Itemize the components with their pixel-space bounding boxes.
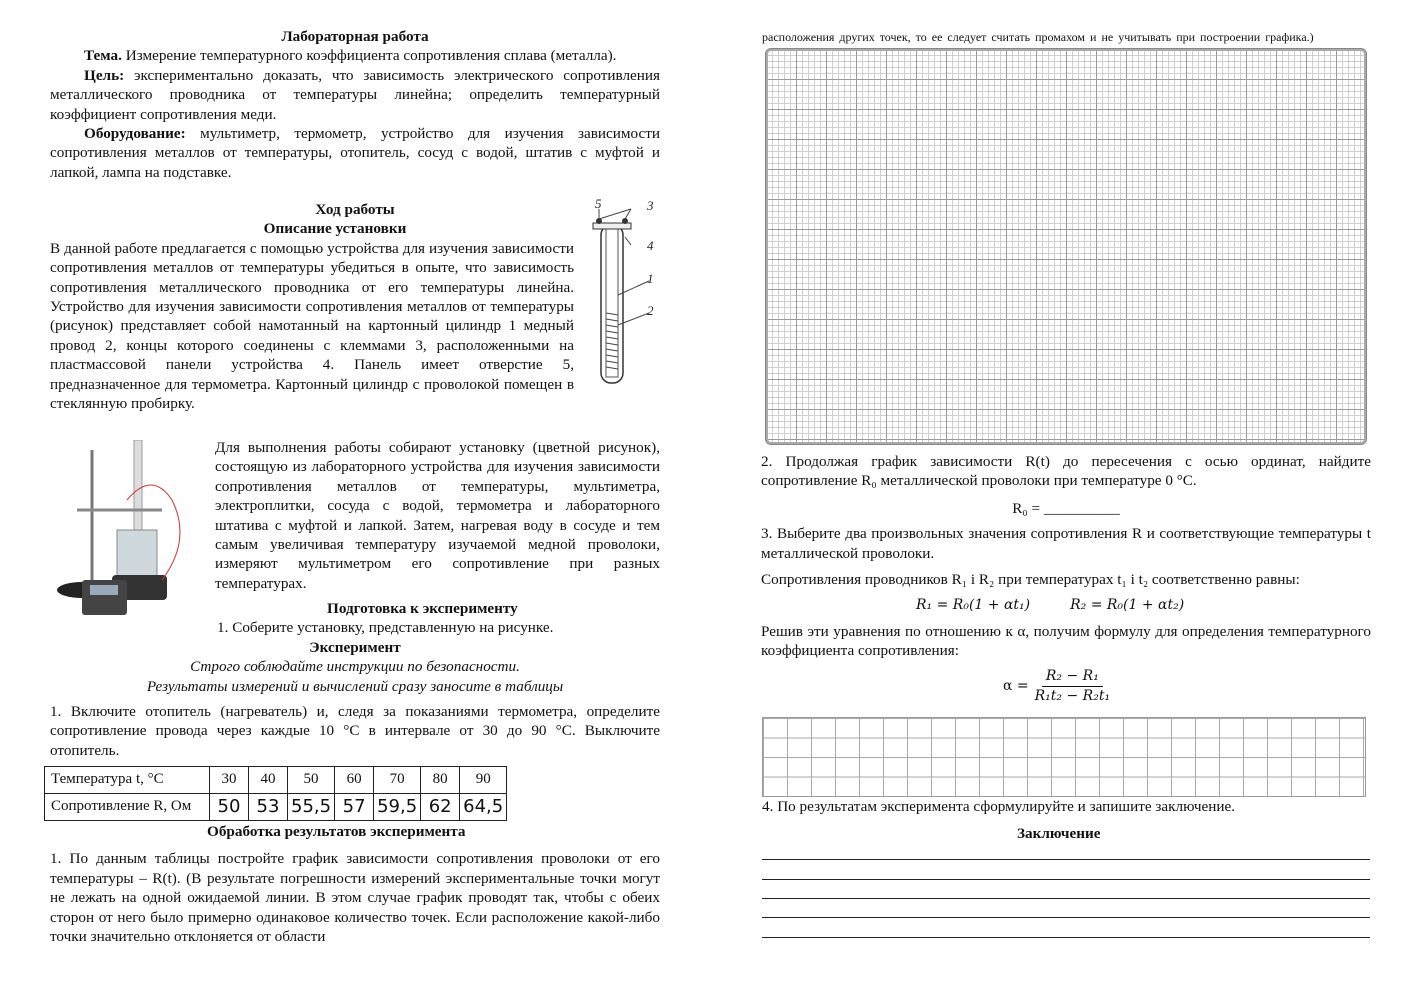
resist-label: Сопротивление R, Ом <box>45 794 210 821</box>
label-4: 4 <box>647 238 654 253</box>
prep-title: Подготовка к эксперименту <box>327 600 518 617</box>
table-row-temperature <box>45 767 507 794</box>
right-steps <box>761 452 1371 706</box>
label-2: 2 <box>647 303 654 318</box>
equipment <box>50 124 660 182</box>
conclusion-line[interactable] <box>762 898 1370 899</box>
goal-label: Цель: <box>84 66 125 84</box>
test-tube-diagram <box>585 195 660 390</box>
table-cell: 50 <box>210 794 249 821</box>
safety-note: Строго соблюдайте инструкции по безопасности. <box>190 658 520 676</box>
exp-title: Эксперимент <box>309 638 401 656</box>
step-2: 2. Продолжая график зависимости R(t) до пересечения с осью ординат, найдите сопротивление R₀ металлической проволоки при температуре 0 °С. <box>761 453 1371 490</box>
topic-text: Измерение температурного коэффициента сопротивления сплава (металла). <box>125 47 617 65</box>
equation-2: R₂ = R₀(1 + αt₂) <box>1070 597 1185 614</box>
assembly-text: Для выполнения работы собирают установку (цветной рисунок), состоящую из лабораторного устройства для изучения зависимости сопротивления металлов от температуры, мультиметра, электроплитки, сосуда с водой, термометра и лабораторного штатива с муфтой и лапкой. Затем, нагревая воду в сосуде и тем самым увеличивая температуру изучаемой медной проволоки, измеряют мультиметром его сопротивление при разных температурах. <box>215 439 660 592</box>
resist-text: Сопротивления проводников R₁ і R₂ при температурах t₁ і t₂ соответственно равны: <box>761 571 1300 589</box>
proc-title: Обработка результатов эксперимента <box>207 823 466 840</box>
setup-text: В данной работе предлагается с помощью устройства для изучения зависимости сопротивления металлов от температуры убедиться в опыте, что зависимость сопротивления металлического проводника от его температуры линейна. Устройство для изучения зависимости сопротивления металлов от температуры (рисунок) представляет собой намотанный на картонный цилиндр 1 медный провод 2, концы которого соединены с клеммами 3, расположенными на пластмассовой панели устройства 4. Панель имеет отверстие 5, предназначенное для термометра. Картонный цилиндр с проволокой помещен в стеклянную пробирку. <box>50 239 574 413</box>
graph-paper[interactable] <box>765 48 1367 445</box>
table-cell: 62 <box>421 794 460 821</box>
alpha-symbol: α = <box>1003 677 1029 694</box>
label-5: 5 <box>595 196 602 211</box>
table-cell: 50 <box>288 767 335 794</box>
table-cell: 60 <box>335 767 374 794</box>
processing-section <box>50 822 660 946</box>
doc-title: Лабораторная работа <box>281 28 429 45</box>
table-cell: 64,5 <box>460 794 507 821</box>
conclusion-line[interactable] <box>762 879 1370 880</box>
alpha-formula <box>1003 667 1371 707</box>
setup-section <box>50 200 660 413</box>
progress-title: Ход работы <box>315 201 395 218</box>
formula-denominator: R₁t₂ − R₂t₁ <box>1034 688 1111 705</box>
table-cell: 70 <box>374 767 421 794</box>
conclusion-line[interactable] <box>762 859 1370 860</box>
topic-label: Тема. <box>84 47 122 65</box>
step-3: 3. Выберите два произвольных значения сопротивления R и соответствующие температуры t металлической проволоки. <box>761 525 1371 562</box>
goal <box>50 66 660 124</box>
conclusion-title: Заключение <box>1017 825 1101 842</box>
table-cell: 40 <box>249 767 288 794</box>
proc-text: 1. По данным таблицы постройте график зависимости сопротивления проволоки от его температуры – R(t). (В результате погрешности измерений экспериментальные точки могут не лежать на одной ожидаемой линии. В этом случае график проводят так, чтобы с обеих сторон от него было примерно одинаковое количество точек. Если расположение какой-либо точки значительно отклоняется от области <box>50 850 660 946</box>
setup-title: Описание установки <box>263 220 407 238</box>
table-row-resistance <box>45 794 507 821</box>
table-cell: 53 <box>249 794 288 821</box>
exp-step: 1. Включите отопитель (нагреватель) и, следя за показаниями термометра, определите сопротивление провода через каждые 10 °С в интервале от 30 до 90 °С. Выключите отопитель. <box>50 703 660 759</box>
solve-text: Решив эти уравнения по отношению к α, получим формулу для определения температурного коэффициента сопротивления: <box>761 622 1371 660</box>
continuation-text: расположения других точек, то ее следует считать промахом и не учитывать при построении графика.) <box>762 30 1314 44</box>
prep-step: 1. Соберите установку, представленную на рисунке. <box>217 619 554 637</box>
table-cell: 90 <box>460 767 507 794</box>
conclusion-line[interactable] <box>762 937 1370 938</box>
table-cell: 80 <box>421 767 460 794</box>
equation-1: R₁ = R₀(1 + αt₁) <box>916 597 1031 614</box>
label-3: 3 <box>647 198 654 213</box>
apparatus-photo <box>52 440 212 620</box>
table-cell: 59,5 <box>374 794 421 821</box>
equip-text: мультиметр, термометр, устройство для изучения зависимости сопротивления металлов от температуры, отопитель, сосуд с водой, штатив с муфтой и лапкой, лампа на подставке. <box>50 125 661 181</box>
table-cell: 30 <box>210 767 249 794</box>
conclusion-line[interactable] <box>762 917 1370 918</box>
table-cell: 57 <box>335 794 374 821</box>
label-1: 1 <box>647 271 654 286</box>
table-cell: 55,5 <box>288 794 335 821</box>
equip-label: Оборудование: <box>84 125 186 143</box>
temp-label: Температура t, °С <box>45 767 210 794</box>
experiment-section <box>50 599 660 760</box>
results-note: Результаты измерений и вычислений сразу заносите в таблицы <box>146 677 564 695</box>
step-4: 4. По результатам эксперимента сформулируйте и запишите заключение. <box>762 798 1236 815</box>
measurement-table <box>44 766 507 821</box>
left-column <box>50 27 660 182</box>
topic <box>50 46 660 65</box>
goal-text: экспериментально доказать, что зависимость электрического сопротивления металлического проводника от температуры линейна; определить температурный коэффициент сопротивления меди. <box>50 66 661 123</box>
answer-grid[interactable] <box>762 717 1366 797</box>
formula-numerator: R₂ − R₁ <box>1042 667 1103 687</box>
equations <box>916 595 1371 615</box>
r0-answer[interactable]: R₀ = __________ <box>1012 499 1120 517</box>
